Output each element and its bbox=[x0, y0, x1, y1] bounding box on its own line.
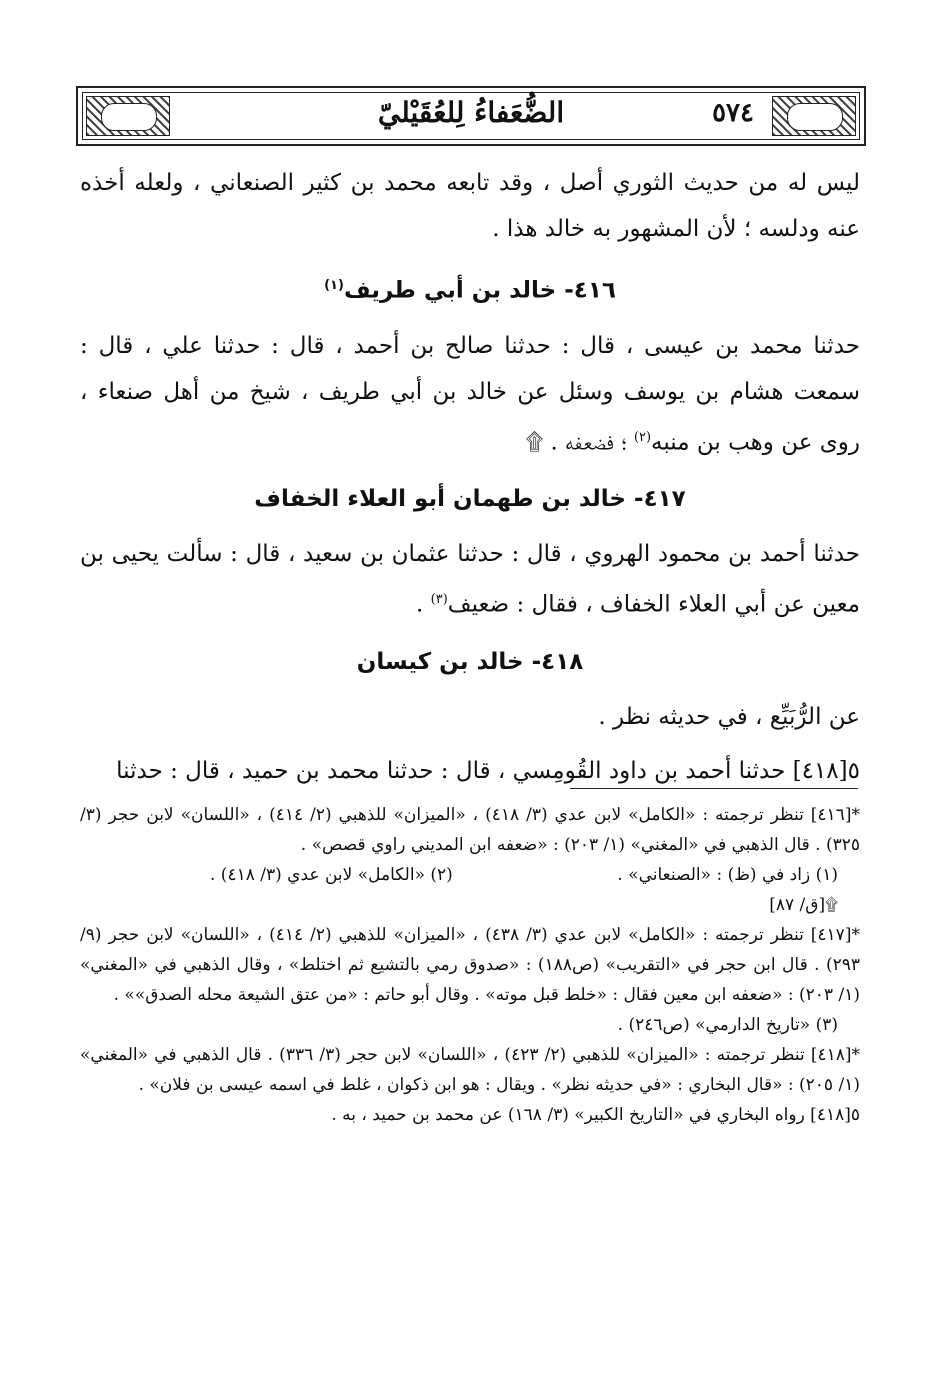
note-418-b: ٥[٤١٨] رواه البخاري في «التاريخ الكبير» (٣/ ١٦٨) عن محمد بن حميد ، به . bbox=[331, 1105, 860, 1125]
footnote-ref-2: (٢) bbox=[633, 429, 652, 445]
entry-418-text: عن الرُّبَيِّع ، في حديثه نظر . bbox=[598, 703, 860, 730]
note-416-2: (٢) «الكامل» لابن عدي (٣/ ٤١٨) . bbox=[210, 865, 453, 885]
footnote-ref-3: (٣) bbox=[430, 592, 448, 608]
entry-416-text bbox=[80, 323, 860, 466]
footnote-ref-1: (١) bbox=[324, 278, 344, 293]
entry-417-title: ٤١٧- خالد بن طهمان أبو العلاء الخفاف bbox=[254, 486, 686, 513]
entry-417-text bbox=[80, 531, 860, 628]
entry-416-text-a: حدثنا محمد بن عيسى ، قال : حدثنا صالح بن أحمد ، قال : حدثنا علي ، قال : سمعت هشام بن يوسف وسئل عن خالد بن أبي طريف ، شيخ من أهل صنعاء ، روى عن وهب بن منبه bbox=[80, 332, 860, 456]
entry-416-title bbox=[80, 266, 860, 311]
entry-416-text-b: ؛ فضعفه . ۩ bbox=[525, 429, 627, 456]
entry-417-text-b: . bbox=[416, 591, 424, 618]
note-416-q: ۩[ق/ ٨٧] bbox=[769, 895, 838, 915]
entry-417-text-a: حدثنا أحمد بن محمود الهروي ، قال : حدثنا عثمان بن سعيد ، قال : سألت يحيى بن معين عن أبي العلاء الخفاف ، فقال : ضعيف bbox=[80, 541, 860, 618]
note-417: *[٤١٧] تنظر ترجمته : «الكامل» لابن عدي (٣/ ٤٣٨) ، «الميزان» للذهبي (٢/ ٤١٤) ، «اللسان» لابن حجر (٩/ ٢٩٣) . قال ابن حجر في «التقريب» (ص١٨٨) : «صدوق رمي بالتشيع ثم اختلط» ، وقال الذهبي في «المغني» (١/ ٢٠٣) : «ضعفه ابن معين فقال : «خلط قبل موته» . وقال أبو حاتم : «من عتق الشيعة محله الصدق»» . bbox=[80, 925, 861, 1005]
page-number: ٥٧٤ bbox=[712, 98, 754, 128]
running-title: الضُّعَفاءُ لِلعُقَيْليّ bbox=[377, 96, 565, 129]
note-417-3: (٣) «تاريخ الدارمي» (ص٢٤٦) . bbox=[617, 1015, 838, 1035]
note-416-refs bbox=[80, 860, 860, 890]
note-416: *[٤١٦] تنظر ترجمته : «الكامل» لابن عدي (٣/ ٤١٨) ، «الميزان» للذهبي (٢/ ٤١٤) ، «اللسان» لابن حجر (٣/ ٣٢٥) . قال الذهبي في «المغني» (١/ ٢٠٣) : «ضعفه ابن المديني راوي قصص» . bbox=[80, 805, 860, 855]
entry-418-title: ٤١٨- خالد بن كيسان bbox=[356, 648, 584, 675]
note-416-1: (١) زاد في (ظ) : «الصنعاني» . bbox=[617, 865, 838, 885]
footnote-divider bbox=[570, 788, 858, 789]
page-header bbox=[76, 86, 866, 146]
note-418: *[٤١٨] تنظر ترجمته : «الميزان» للذهبي (٢/ ٤٢٣) ، «اللسان» لابن حجر (٣/ ٣٣٦) . قال الذهبي في «المغني» (١/ ٢٠٥) : «قال البخاري : «في حديثه نظر» . ويقال : هو ابن ذكوان ، غلط في اسمه عيسى بن فلان» . bbox=[80, 1045, 860, 1095]
entry-416-title-text: ٤١٦- خالد بن أبي طريف bbox=[343, 277, 616, 304]
footnotes bbox=[80, 800, 860, 1130]
main-text bbox=[80, 160, 860, 794]
entry-418-isnad: ٥[٤١٨] حدثنا أحمد بن داود القُومِسي ، قال : حدثنا محمد بن حميد ، قال : حدثنا bbox=[116, 757, 860, 784]
paragraph-intro: ليس له من حديث الثوري أصل ، وقد تابعه محمد بن كثير الصنعاني ، ولعله أخذه عنه ودلسه ؛ لأن المشهور به خالد هذا . bbox=[80, 170, 860, 242]
